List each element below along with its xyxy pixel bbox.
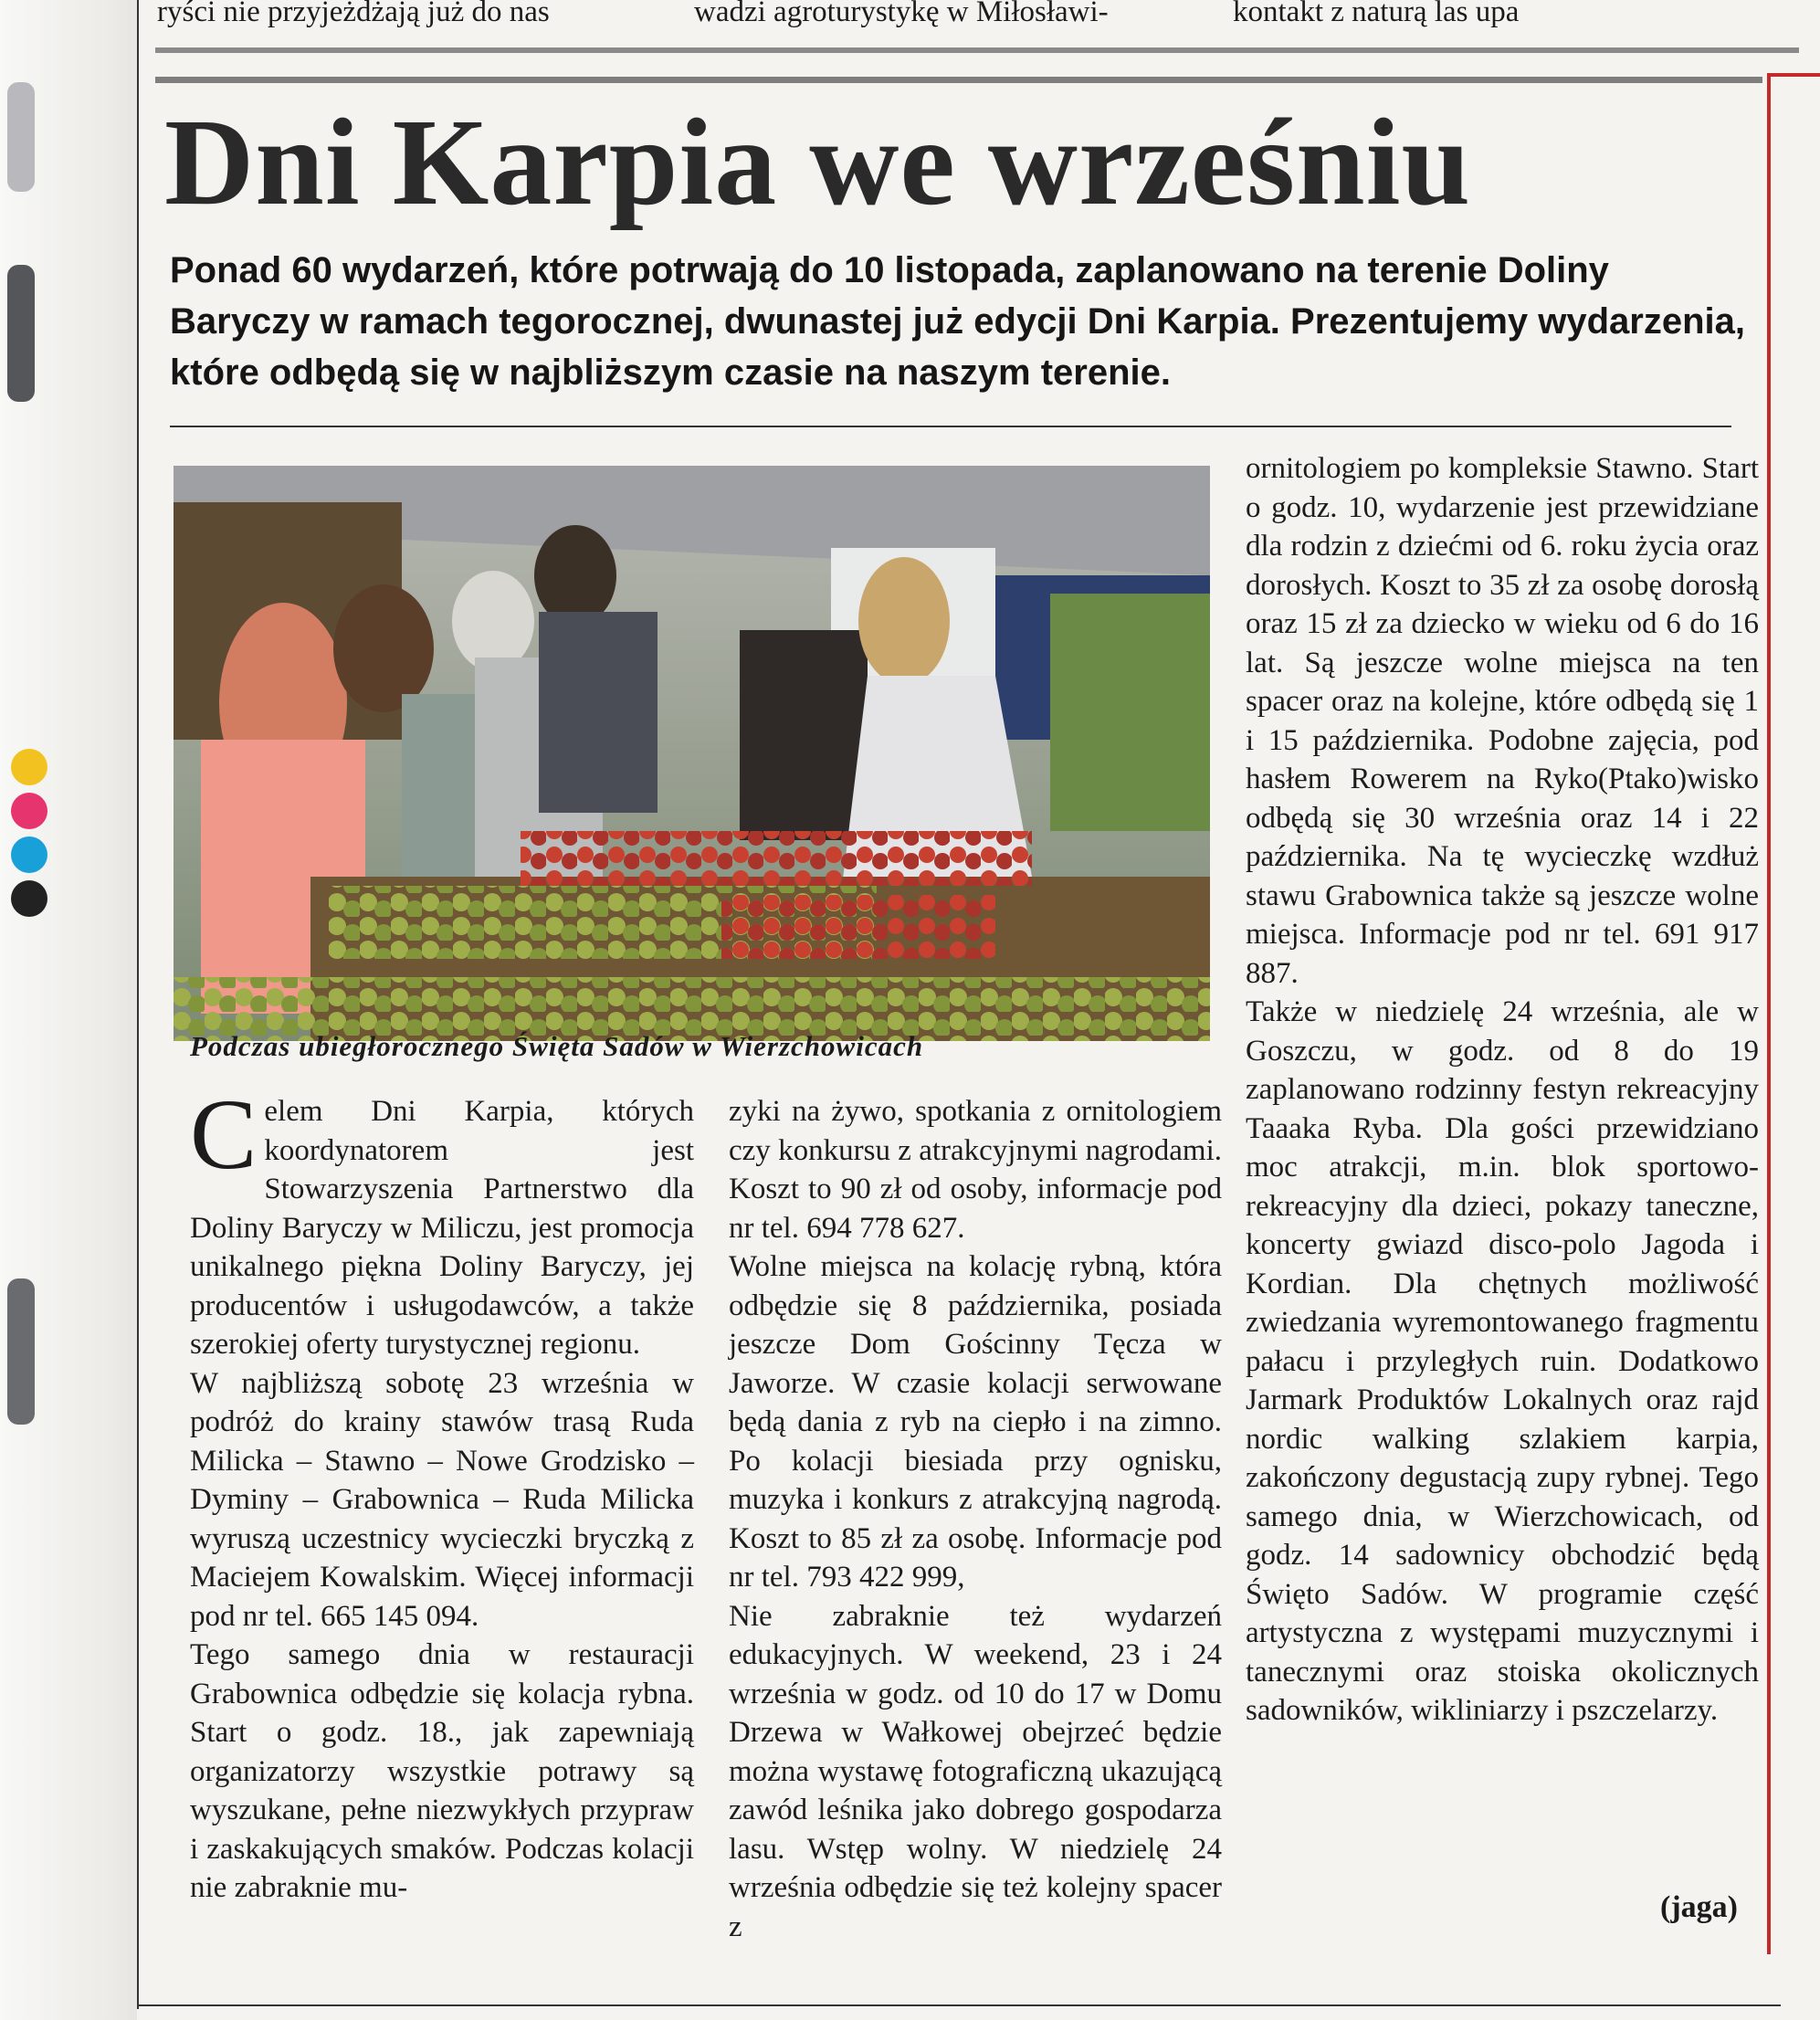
section-rule (155, 77, 1762, 83)
market-photo-illustration (174, 466, 1210, 1041)
binder-mark (7, 82, 35, 192)
paragraph: Wolne miejsca na kolację rybną, która odbędzie się 8 października, posiada jeszcze Dom Gościnny Tęcza w Jaworze. W czasie kolacji serwowane będą dania z ryb na ciepło i na zimno. Po kolacji biesiada przy ognisku, muzyka i konkurs z atrakcyjną nagrodą. Koszt to 85 zł za osobę. Informacje pod nr tel. 793 422 999, (729, 1250, 1222, 1594)
lead-paragraph: Ponad 60 wydarzeń, które potrwają do 10 listopada, zaplanowano na terenie Doliny Baryczy w ramach tegorocznej, dwunastej już edycji Dni Karpia. Prezentujemy wydarzenia, które odbędą się w najbliższym czasie na naszym terenie. (170, 250, 1745, 393)
article-column-3 (1246, 449, 1759, 1731)
paragraph: W najbliższą sobotę 23 września w podróż do krainy stawów trasą Ruda Milicka – Stawno – Nowe Grodzisko – Dyminy – Grabownica – Ruda Milicka wyruszą uczestnicy wycieczki bryczką z Maciejem Kowalskim. Więcej informacji pod nr tel. 665 145 094. (190, 1366, 694, 1633)
drop-cap: C (190, 1078, 258, 1190)
paragraph-text: elem Dni Karpia, których koordynatorem jest Stowarzyszenia Partnerstwo dla Doliny Baryczy w Miliczu, jest promocja unikalnego piękna Doliny Baryczy, jej producentów i usługodawców, a także szerokiej oferty turystycznej regionu. (190, 1095, 694, 1361)
paragraph: ornitologiem po kompleksie Stawno. Start o godz. 10, wydarzenie jest przewidziane dla rodzin z dziećmi od 6. roku życia oraz dorosłych. Koszt to 35 zł za osobę dorosłą oraz 15 zł za dziecko w wieku od 6 do 16 lat. Są jeszcze wolne miejsca na ten spacer oraz na kolejne, które odbędą się 1 i 15 października. Podobne zajęcia, pod hasłem Rowerem na Ryko(Ptako)wisko odbędą się 30 września oraz 14 i 22 października. Na tę wycieczkę wzdłuż stawu Grabownica także są jeszcze wolne miejsca. Informacje pod nr tel. 691 917 887. (1246, 452, 1759, 990)
article-column-2 (729, 1092, 1222, 1946)
registration-dot-black (11, 880, 47, 917)
market-photo (174, 466, 1210, 1041)
author-signature: (jaga) (1660, 1890, 1738, 1924)
lead-divider (170, 426, 1731, 427)
registration-dot-yellow (11, 749, 47, 785)
photo-caption: Podczas ubiegłorocznego Święta Sadów w Wierzchowicach (190, 1030, 924, 1062)
paragraph: zyki na żywo, spotkania z ornitologiem czy konkursu z atrakcyjnymi nagrodami. Koszt to 90 zł od osoby, informacje pod nr tel. 694 778 627. (729, 1095, 1222, 1245)
paragraph: Nie zabraknie też wydarzeń edukacyjnych. W weekend, 23 i 24 września w godz. od 10 do 17 w Domu Drzewa w Wałkowej obejrzeć będzie można wystawę fotograficzną ukazującą zawód leśnika jako dobrego gospodarza lasu. Wstęp wolny. W niedzielę 24 września odbędzie się też kolejny spacer z (729, 1599, 1222, 1943)
scan-margin (0, 0, 137, 2020)
neighbor-article-frame (1767, 73, 1820, 1954)
registration-dot-cyan (11, 836, 47, 873)
previous-article-col2: wadzi agroturystykę w Miłosławi- (694, 0, 1109, 28)
paragraph: Tego samego dnia w restauracji Grabownica odbędzie się kolacja rybna. Start o godz. 18., jak zapewniają organizatorzy wszystkie potrawy są wyszukane, pełne niezwykłych przypraw i zaskakujących smaków. Podczas kolacji nie zabraknie mu- (190, 1638, 694, 1904)
article-column-1 (190, 1078, 694, 1908)
headline: Dni Karpia we wrześniu (164, 94, 1472, 231)
paragraph: Także w niedzielę 24 września, ale w Goszczu, w godz. od 8 do 19 zaplanowano rodzinny festyn rekreacyjny Taaaka Ryba. Dla gości przewidziano moc atrakcji, m.in. blok sportowo-rekreacyjny dla dzieci, pokazy taneczne, koncerty gwiazd disco-polo Jagoda i Kordian. Dla chętnych możliwość zwiedzania wyremontowanego fragmentu pałacu i przyległych ruin. Dodatkowo Jarmark Produktów Lokalnych oraz rajd nordic walking szlakiem karpia, zakończony degustacją zupy rybnej. Tego samego dnia, w Wierzchowicach, od godz. 14 sadownicy obchodzić będą Święto Sadów. W programie część artystyczna z występami muzycznymi i tanecznymi oraz stoiska okolicznych sadowników, wikliniarzy i pszczelarzy. (1246, 995, 1759, 1727)
previous-article-strip (155, 0, 1790, 37)
page-border-bottom (137, 2004, 1781, 2006)
previous-article-col1: ryści nie przyjeżdżają już do nas (157, 0, 550, 28)
section-rule (155, 47, 1799, 53)
registration-dot-magenta (11, 793, 47, 829)
binder-mark (7, 265, 35, 402)
binder-mark (7, 1278, 35, 1425)
paragraph (190, 1078, 694, 1364)
previous-article-col3: kontakt z naturą las upa (1233, 0, 1520, 28)
page-border-left (137, 0, 139, 2009)
